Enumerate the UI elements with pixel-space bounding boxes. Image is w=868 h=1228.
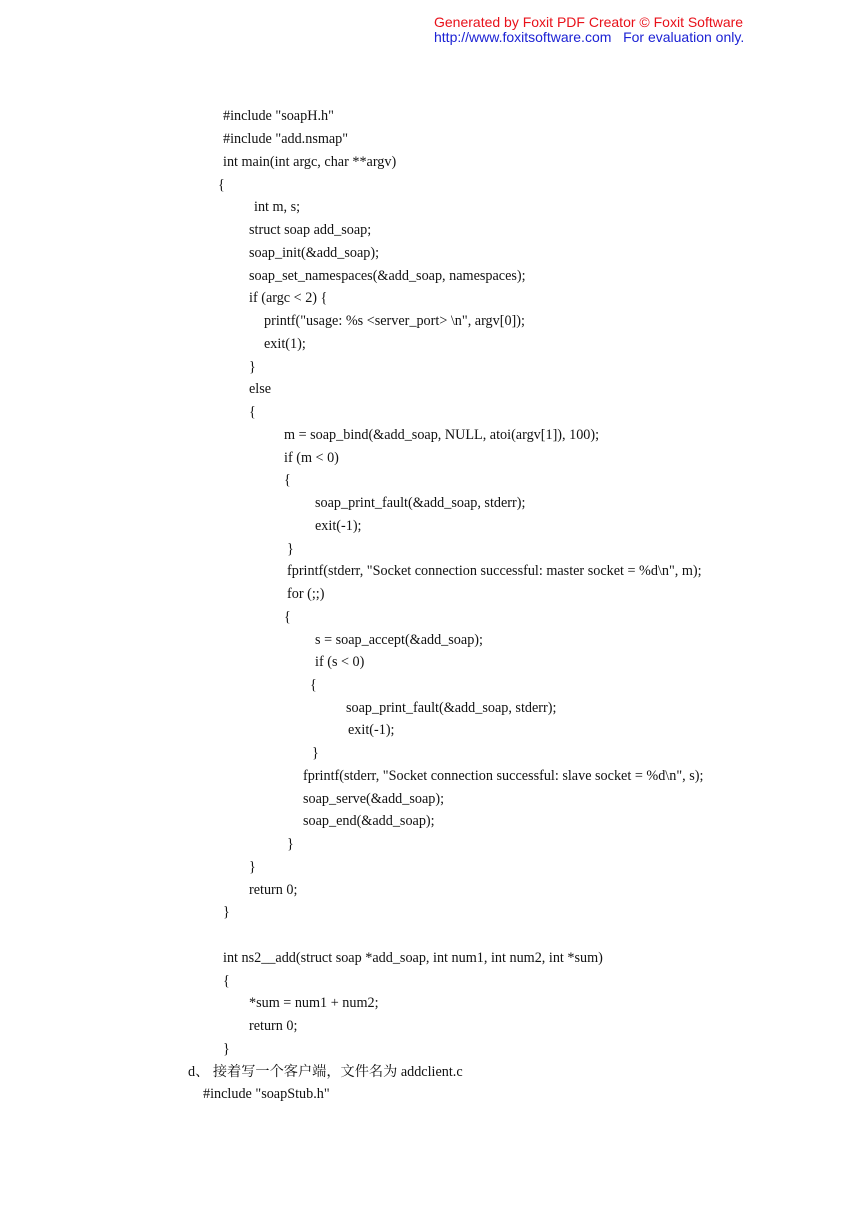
code-line: soap_set_namespaces(&add_soap, namespaces);	[249, 268, 526, 284]
code-line: if (m < 0)	[284, 450, 339, 466]
code-line: soap_print_fault(&add_soap, stderr);	[346, 700, 557, 716]
code-line: soap_init(&add_soap);	[249, 245, 380, 261]
code-line: if (s < 0)	[315, 654, 365, 670]
code-line: for (;;)	[287, 586, 325, 602]
code-line: {	[284, 472, 291, 488]
watermark-url[interactable]: http://www.foxitsoftware.com	[434, 29, 612, 45]
code-line: }	[287, 541, 294, 557]
code-line: {	[310, 677, 317, 693]
code-line: soap_print_fault(&add_soap, stderr);	[315, 495, 526, 511]
code-line: #include "soapStub.h"	[203, 1086, 330, 1102]
watermark-generated-by: Generated by Foxit PDF Creator © Foxit Software	[434, 14, 744, 30]
watermark-evaluation-note: For evaluation only.	[623, 29, 745, 45]
code-line: return 0;	[249, 882, 298, 898]
code-line: s = soap_accept(&add_soap);	[315, 632, 483, 648]
code-line: struct soap add_soap;	[249, 222, 372, 238]
foxit-watermark	[434, 15, 744, 45]
code-line: fprintf(stderr, "Socket connection successful: slave socket = %d\n", s);	[303, 768, 704, 784]
code-line: int ns2__add(struct soap *add_soap, int num1, int num2, int *sum)	[223, 950, 603, 966]
code-line: int m, s;	[254, 199, 301, 215]
code-line: exit(-1);	[348, 722, 395, 738]
code-line: *sum = num1 + num2;	[249, 995, 379, 1011]
code-line: {	[223, 973, 230, 989]
code-line: fprintf(stderr, "Socket connection successful: master socket = %d\n", m);	[287, 563, 702, 579]
code-line: {	[284, 609, 291, 625]
code-line: return 0;	[249, 1018, 298, 1034]
code-line: }	[249, 359, 256, 375]
code-line: #include "soapH.h"	[223, 108, 334, 124]
code-line: printf("usage: %s <server_port> \n", argv[0]);	[264, 313, 525, 329]
code-line: else	[249, 381, 272, 397]
watermark-url-line	[434, 30, 744, 45]
code-line: exit(-1);	[315, 518, 362, 534]
code-line: m = soap_bind(&add_soap, NULL, atoi(argv[1]), 100);	[284, 427, 600, 443]
code-line: exit(1);	[264, 336, 306, 352]
code-line: int main(int argc, char **argv)	[223, 154, 397, 170]
code-line: }	[312, 745, 319, 761]
code-line: soap_end(&add_soap);	[303, 813, 435, 829]
code-line: {	[249, 404, 256, 420]
code-line: {	[218, 177, 225, 193]
code-line: }	[249, 859, 256, 875]
code-line: }	[287, 836, 294, 852]
code-line: if (argc < 2) {	[249, 290, 328, 306]
section-heading-d: d、 接着写一个客户端，文件名为 addclient.c	[188, 1064, 463, 1080]
code-line: #include "add.nsmap"	[223, 131, 349, 147]
code-line: }	[223, 1041, 230, 1057]
code-line: }	[223, 904, 230, 920]
code-line: soap_serve(&add_soap);	[303, 791, 445, 807]
